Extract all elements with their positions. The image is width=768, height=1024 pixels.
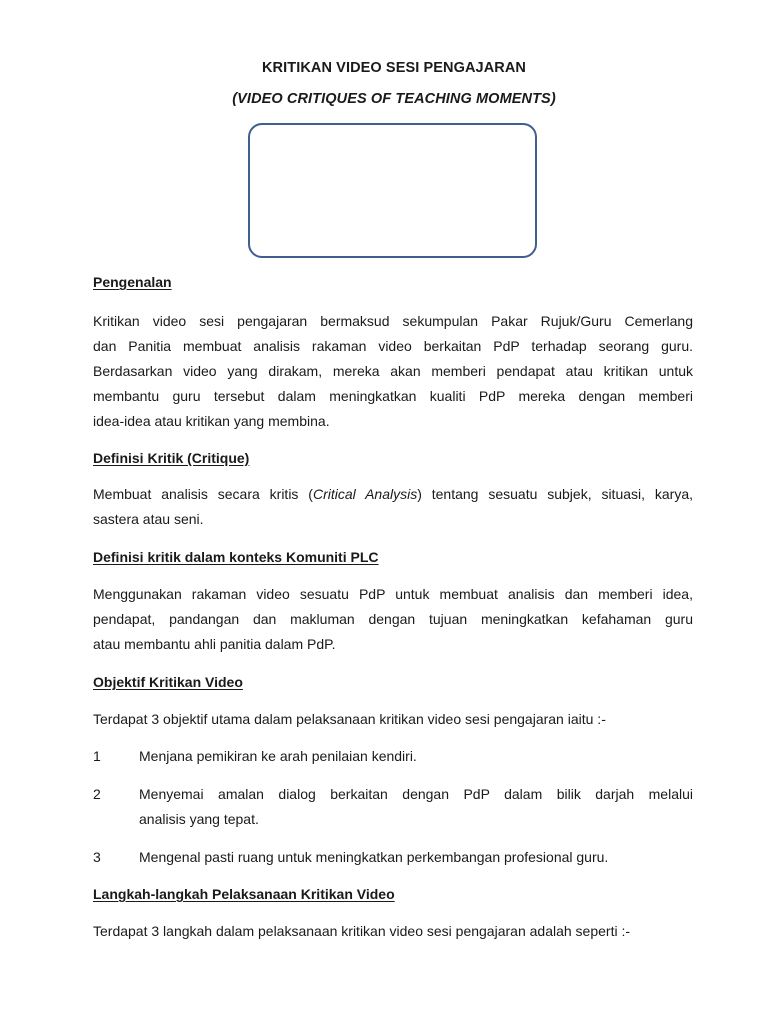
paragraph-line: membantu guru tersebut dalam meningkatkan kualiti PdP mereka dengan memberi (93, 388, 693, 404)
list-line: Mengenal pasti ruang untuk meningkatkan perkembangan profesional guru. (139, 849, 609, 865)
heading-definisi-kritik: Definisi Kritik (Critique) (93, 450, 250, 466)
paragraph-objektif-intro (93, 707, 693, 732)
list-line: analisis yang tepat. (139, 811, 259, 827)
paragraph-line: Berdasarkan video yang dirakam, mereka akan memberi pendapat atau kritikan untuk (93, 363, 693, 379)
list-text (139, 845, 693, 870)
paragraph-line: Kritikan video sesi pengajaran bermaksud sekumpulan Pakar Rujuk/Guru Cemerlang (93, 313, 693, 329)
paragraph-line: Terdapat 3 objektif utama dalam pelaksanaan kritikan video sesi pengajaran iaitu :- (93, 711, 606, 727)
paragraph-line (93, 482, 693, 507)
list-number: 2 (93, 786, 101, 802)
paragraph-line: atau membantu ahli panitia dalam PdP. (93, 636, 336, 652)
list-text (139, 782, 693, 832)
paragraph-line: dan Panitia membuat analisis rakaman video berkaitan PdP terhadap seorang guru. (93, 338, 693, 354)
document-title: KRITIKAN VIDEO SESI PENGAJARAN (261, 60, 527, 76)
paragraph-pengenalan (93, 309, 693, 434)
list-number: 3 (93, 849, 101, 865)
text-segment: Membuat analisis secara kritis ( (93, 486, 313, 502)
list-text (139, 744, 693, 769)
paragraph-definisi-kritik (93, 482, 693, 532)
text-segment: ) tentang sesuatu subjek, situasi, karya, (417, 486, 694, 502)
list-line: Menjana pemikiran ke arah penilaian kendiri. (139, 748, 417, 764)
paragraph-definisi-plc (93, 582, 693, 657)
document-subtitle: (VIDEO CRITIQUES OF TEACHING MOMENTS) (232, 91, 556, 107)
list-number: 1 (93, 748, 101, 764)
italic-term: Critical Analysis (312, 486, 418, 502)
paragraph-line: idea-idea atau kritikan yang membina. (93, 413, 330, 429)
paragraph-line: Menggunakan rakaman video sesuatu PdP untuk membuat analisis dan memberi idea, (93, 586, 693, 602)
heading-definisi-plc: Definisi kritik dalam konteks Komuniti PLC (93, 549, 379, 565)
heading-pengenalan: Pengenalan (93, 274, 172, 290)
list-line: Menyemai amalan dialog berkaitan dengan PdP dalam bilik darjah melalui (139, 786, 693, 802)
paragraph-line: pendapat, pandangan dan makluman dengan tujuan meningkatkan kefahaman guru (93, 611, 693, 627)
video-placeholder-box (248, 123, 537, 258)
heading-objektif: Objektif Kritikan Video (93, 674, 243, 690)
paragraph-line: Terdapat 3 langkah dalam pelaksanaan kritikan video sesi pengajaran adalah seperti :- (93, 923, 631, 939)
heading-langkah: Langkah-langkah Pelaksanaan Kritikan Video (93, 886, 395, 902)
paragraph-line: sastera atau seni. (93, 511, 204, 527)
paragraph-langkah-intro (93, 919, 693, 944)
